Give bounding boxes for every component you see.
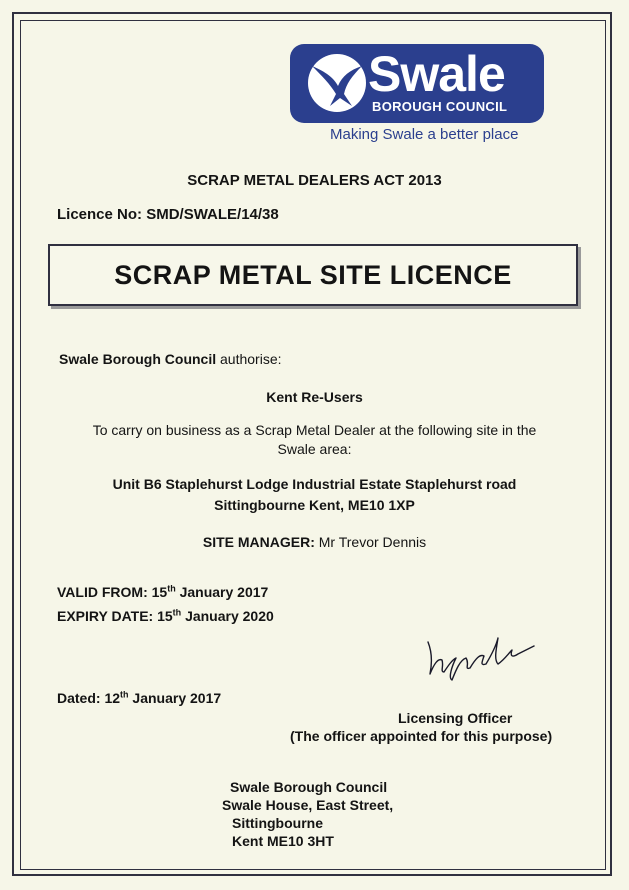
valid-from-rest: January 2017 [179,584,269,600]
licence-number: SMD/SWALE/14/38 [146,206,279,223]
logo-tagline: Making Swale a better place [330,126,519,143]
council-address-line2: Swale House, East Street, [222,797,394,813]
expiry-label: EXPIRY DATE: [57,608,154,624]
carry-text-line2: Swale area: [277,441,352,457]
authorise-line [59,351,282,367]
licence-title: SCRAP METAL SITE LICENCE [114,260,512,290]
title-box [48,244,578,306]
signature-icon [418,628,538,684]
act-heading: SCRAP METAL DEALERS ACT 2013 [187,172,442,189]
site-manager-name: Mr Trevor Dennis [314,534,427,550]
council-address-line1: Swale Borough Council [230,779,388,795]
carry-text-line1: To carry on business as a Scrap Metal Dealer at the following site in the [92,422,537,438]
site-manager-line [0,534,629,550]
logo-name: Swale [368,46,505,102]
dated-label: Dated: [57,690,101,706]
dated-line [57,690,221,706]
site-manager-label: SITE MANAGER: [202,534,315,550]
valid-from-line [57,584,268,600]
council-address-line3: Sittingbourne [232,815,323,831]
authorise-word: authorise: [216,351,282,367]
officer-title: Licensing Officer [398,710,513,726]
site-address-line1: Unit B6 Staplehurst Lodge Industrial Estate Staplehurst road [112,476,517,492]
expiry-day: 15 [157,608,173,624]
expiry-rest: January 2020 [185,608,274,624]
swallow-icon [304,52,370,114]
logo-badge [290,44,544,123]
council-address-line4: Kent ME10 3HT [232,833,334,849]
expiry-date-line [57,608,274,624]
licensee-name: Kent Re-Users [266,389,363,405]
valid-from-suffix: th [167,583,176,594]
dated-suffix: th [120,689,129,700]
licence-number-line [57,206,279,223]
valid-from-label: VALID FROM: [57,584,148,600]
site-address-line2: Sittingbourne Kent, ME10 1XP [214,497,415,513]
logo-subtitle: BOROUGH COUNCIL [372,99,508,114]
council-logo [290,44,550,148]
officer-note: (The officer appointed for this purpose) [290,728,553,744]
dated-day: 12 [104,690,121,706]
licence-label: Licence No: [57,206,143,223]
expiry-suffix: th [172,607,182,618]
dated-rest: January 2017 [132,690,222,706]
valid-from-day: 15 [151,584,168,600]
authority-name: Swale Borough Council [59,351,217,367]
